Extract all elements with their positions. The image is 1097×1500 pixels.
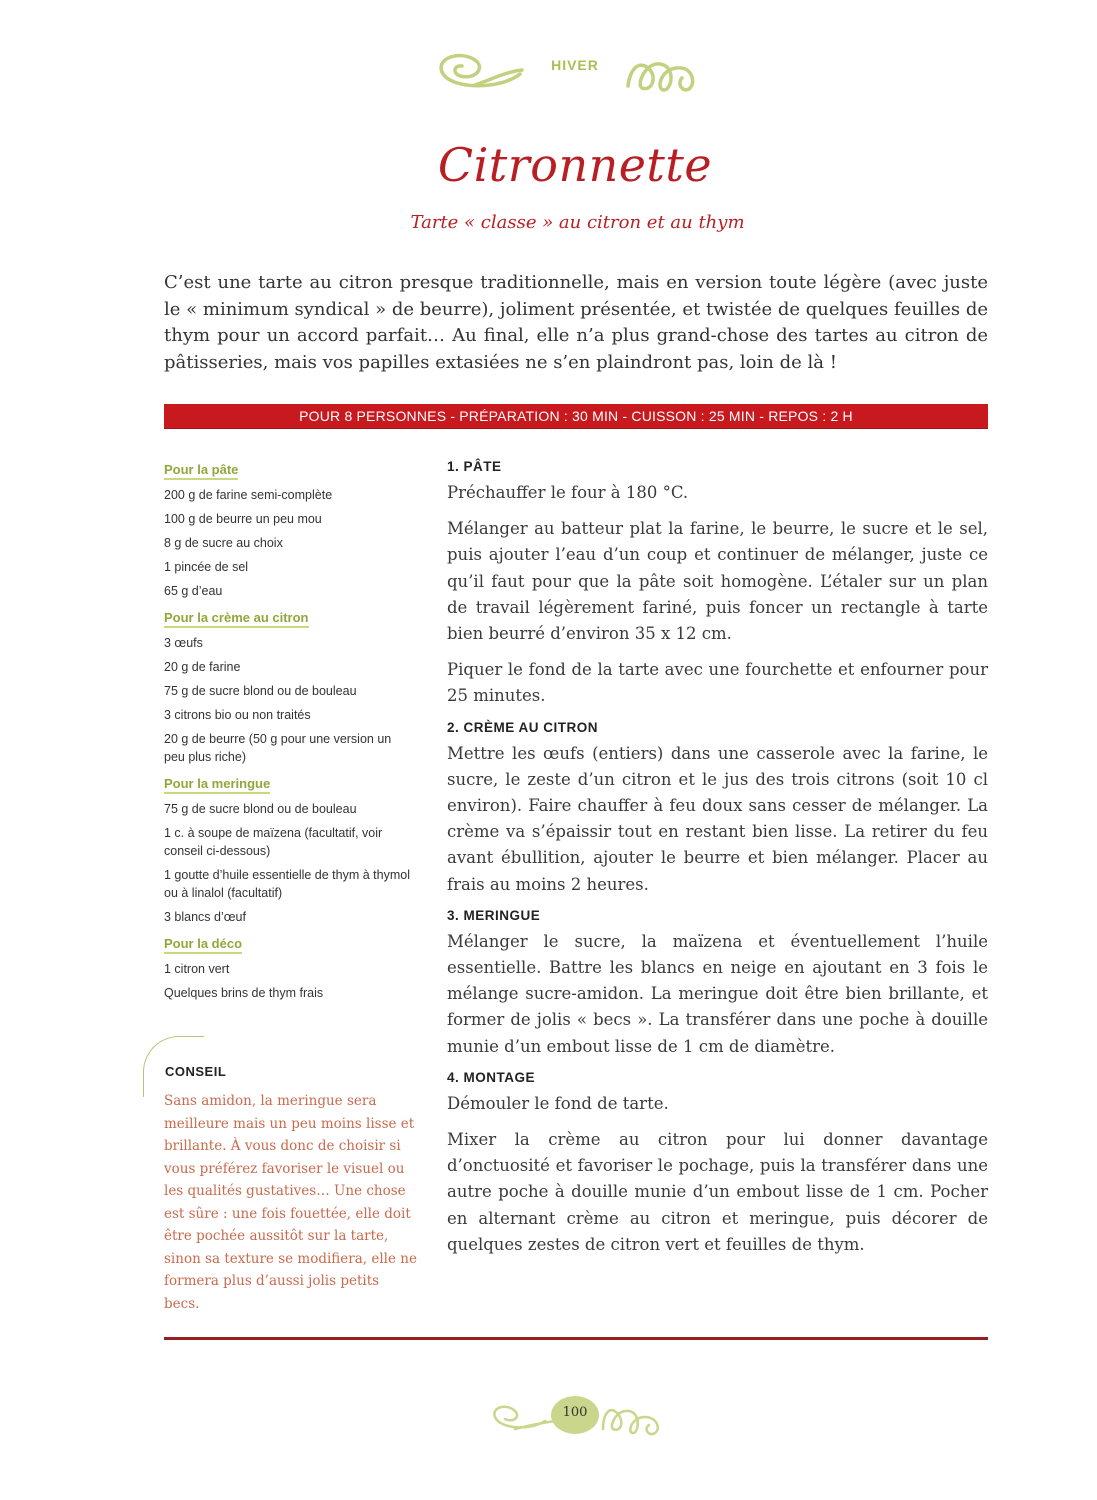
ingredient-item: 65 g d’eau	[164, 584, 223, 598]
step-title: 1. PÂTE	[447, 459, 502, 474]
step-section	[447, 459, 988, 710]
tip-text: Sans amidon, la meringue sera meilleure mais un peu moins lisse et brillante. À vous donc de choisir si vous préférez favoriser le visuel ou les qualités gustatives… Une chose est sûre : une fois fouettée, elle doit être pochée aussitôt sur la tarte, sinon sa texture se modifiera, elle ne formera plus d’aussi jolis petits becs.	[164, 1093, 417, 1312]
step-title: 3. MERINGUE	[447, 907, 541, 923]
ingredient-item: 1 goutte d’huile essentielle de thym à thymol ou à linalol (facultatif)	[164, 868, 410, 900]
step-section	[447, 1070, 988, 1258]
ingredient-item: 20 g de farine	[164, 660, 241, 674]
step-title: 4. MONTAGE	[447, 1069, 536, 1085]
ingredient-group	[164, 606, 414, 766]
ingredient-group	[164, 772, 414, 926]
step-paragraph: Mélanger le sucre, la maïzena et éventuellement l’huile essentielle. Battre les blancs en neige en ajoutant en 3 fois le mélange sucre-amidon. La meringue doit être bien brillante, et former de jolis « becs ». La transférer dans une poche à douille munie d’un embout lisse de 1 cm de diamètre.	[447, 931, 988, 1056]
ingredient-item: 8 g de sucre au choix	[164, 536, 283, 550]
step-section	[447, 908, 988, 1060]
step-paragraph: Mélanger au batteur plat la farine, le beurre, le sucre et le sel, puis ajouter l’eau d’un coup et continuer de mélanger, juste ce qu’il faut pour que la pâte soit homogène. L’étaler sur un plan de travail légèrement fariné, puis foncer un rectangle à tarte bien beurré d’environ 35 x 12 cm.	[447, 519, 988, 644]
ingredient-item: 1 citron vert	[164, 962, 230, 976]
tip-title: CONSEIL	[165, 1064, 227, 1079]
ingredient-group-title: Pour la meringue	[164, 776, 270, 794]
ingredient-group	[164, 458, 414, 600]
ingredient-group	[164, 932, 414, 1002]
ingredient-item: 75 g de sucre blond ou de bouleau	[164, 684, 357, 698]
ingredient-item: 20 g de beurre (50 g pour une version un peu plus riche)	[164, 732, 392, 764]
season-label: HIVER	[551, 57, 599, 73]
ingredient-group-title: Pour la pâte	[164, 462, 238, 480]
recipe-intro: C’est une tarte au citron presque traditionnelle, mais en version toute légère (avec juste le « minimum syndical » de beurre), joliment présentée, et twistée de quelques feuilles de thym pour un accord parfait… Au final, elle n’a plus grand-chose des tartes au citron de pâtisseries, mais vos papilles extasiées ne s’en plaindront pas, loin de là !	[164, 272, 988, 373]
step-paragraph: Démouler le fond de tarte.	[447, 1093, 669, 1113]
step-section	[447, 720, 988, 898]
step-title: 2. CRÈME AU CITRON	[447, 719, 599, 735]
recipe-subtitle: Tarte « classe » au citron et au thym	[410, 212, 745, 233]
step-paragraph: Mixer la crème au citron pour lui donner davantage d’onctuosité et favoriser le pochage, puis la transférer dans une autre poche à douille munie d’un embout lisse de 1 cm. Pocher en alternant crème au citron et meringue, puis décorer de quelques zestes de citron vert et feuilles de thym.	[447, 1130, 988, 1254]
page-number: 100	[562, 1405, 588, 1420]
recipe-steps	[447, 459, 988, 1268]
ingredient-item: 200 g de farine semi-complète	[164, 488, 333, 502]
recipe-info-banner: POUR 8 PERSONNES - PRÉPARATION : 30 MIN - CUISSON : 25 MIN - REPOS : 2 H	[164, 404, 988, 429]
ingredients-list	[164, 458, 414, 1008]
ingredient-item: 1 c. à soupe de maïzena (facultatif, voir conseil ci-dessous)	[164, 826, 383, 858]
step-paragraph: Mettre les œufs (entiers) dans une casserole avec la farine, le sucre, le zeste d’un citron et le jus des trois citrons (soit 10 cl environ). Faire chauffer à feu doux sans cesser de mélanger. La crème va s’épaissir tout en restant bien lisse. La retirer du feu avant ébullition, ajouter le beurre et bien mélanger. Placer au frais au moins 2 heures.	[447, 743, 988, 894]
recipe-title: Citronnette	[437, 138, 713, 192]
step-paragraph: Piquer le fond de la tarte avec une fourchette et enfourner pour 25 minutes.	[447, 660, 988, 706]
header-swirl-ornament-icon	[420, 40, 740, 110]
ingredient-group-title: Pour la crème au citron	[164, 610, 309, 628]
step-paragraph: Préchauffer le four à 180 °C.	[447, 483, 689, 502]
ingredient-item: 75 g de sucre blond ou de bouleau	[164, 802, 357, 816]
ingredient-item: Quelques brins de thym frais	[164, 986, 324, 1000]
ingredient-item: 3 blancs d’œuf	[164, 910, 246, 924]
footer-divider	[164, 1337, 988, 1340]
ingredient-group-title: Pour la déco	[164, 936, 242, 954]
ingredient-item: 3 œufs	[164, 636, 203, 650]
ingredient-item: 1 pincée de sel	[164, 560, 249, 574]
ingredient-item: 3 citrons bio ou non traités	[164, 708, 311, 722]
ingredient-item: 100 g de beurre un peu mou	[164, 512, 322, 526]
